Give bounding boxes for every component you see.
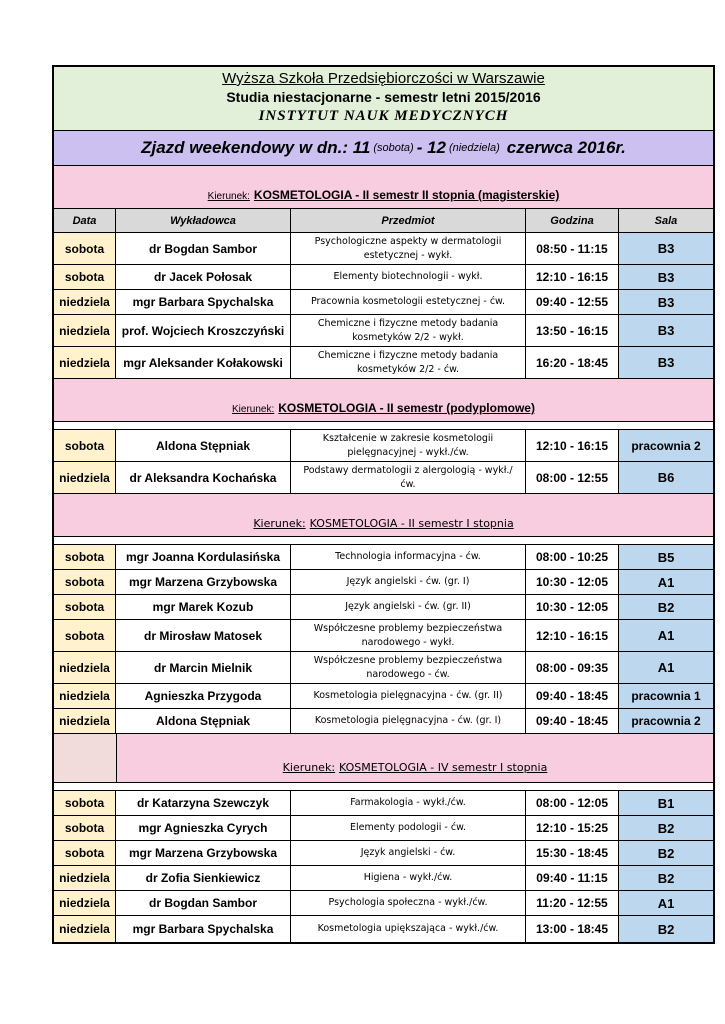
table-row: [54, 652, 713, 684]
col-room: Sala: [654, 214, 678, 227]
section-title: KOSMETOLOGIA - IV semestr I stopnia: [339, 761, 548, 774]
section-header-title: [117, 734, 713, 782]
room-cell: pracownia 1: [619, 684, 713, 708]
lecturer-cell: dr Zofia Sienkiewicz: [116, 866, 291, 890]
lecturer-cell: mgr Aleksander Kołakowski: [116, 347, 291, 378]
school-name: Wyższa Szkoła Przedsiębiorczości w Warszawie: [222, 70, 545, 87]
time-cell: 15:30 - 18:45: [526, 841, 619, 865]
section-header: [54, 166, 713, 209]
room-cell: B3: [619, 233, 713, 264]
day-cell: niedziela: [54, 916, 116, 942]
lecturer-cell: mgr Marzena Grzybowska: [116, 570, 291, 594]
zjazd-sobota: (sobota): [373, 142, 414, 154]
time-cell: 09:40 - 11:15: [526, 866, 619, 890]
studies-line: Studia niestacjonarne - semestr letni 2015/2016: [226, 89, 541, 105]
table-row: [54, 545, 713, 570]
time-cell: 11:20 - 12:55: [526, 891, 619, 915]
room-cell: pracownia 2: [619, 430, 713, 461]
time-cell: 13:50 - 16:15: [526, 315, 619, 346]
time-cell: 12:10 - 16:15: [526, 265, 619, 289]
col-lecturer: Wykładowca: [116, 209, 291, 232]
time-cell: 09:40 - 18:45: [526, 684, 619, 708]
zjazd-banner: [54, 131, 713, 166]
lecturer-cell: Aldona Stępniak: [116, 430, 291, 461]
table-row: [54, 315, 713, 347]
column-header-row: [54, 209, 713, 233]
col-time: Godzina: [526, 209, 619, 232]
lecturer-cell: dr Jacek Połosak: [116, 265, 291, 289]
subject-cell: Kształcenie w zakresie kosmetologii pielęgnacyjnej - wykł./ćw.: [291, 430, 526, 461]
day-cell: niedziela: [54, 866, 116, 890]
table-row: [54, 620, 713, 652]
time-cell: 08:00 - 12:05: [526, 791, 619, 815]
subject-cell: Higiena - wykł./ćw.: [291, 866, 526, 890]
day-cell: niedziela: [54, 891, 116, 915]
time-cell: 12:10 - 16:15: [526, 620, 619, 651]
section-prefix: Kierunek:: [282, 761, 336, 774]
room-cell: B3: [619, 315, 713, 346]
table-row: [54, 916, 713, 942]
time-cell: 12:10 - 16:15: [526, 430, 619, 461]
spacer-row: [54, 537, 713, 545]
lecturer-cell: dr Bogdan Sambor: [116, 891, 291, 915]
lecturer-cell: mgr Barbara Spychalska: [116, 916, 291, 942]
day-cell: niedziela: [54, 290, 116, 314]
subject-cell: Psychologiczne aspekty w dermatologii estetycznej - wykł.: [291, 233, 526, 264]
room-cell: B2: [619, 816, 713, 840]
day-cell: sobota: [54, 430, 116, 461]
time-cell: 08:50 - 11:15: [526, 233, 619, 264]
schedule-sheet: [52, 65, 715, 944]
time-cell: 09:40 - 12:55: [526, 290, 619, 314]
day-cell: niedziela: [54, 462, 116, 493]
zjazd-prefix: Zjazd weekendowy w dn.: 11: [141, 138, 371, 157]
lecturer-cell: Aldona Stępniak: [116, 709, 291, 733]
zjazd-niedziela: (niedziela): [449, 142, 500, 154]
room-cell: B1: [619, 791, 713, 815]
room-cell: B5: [619, 545, 713, 569]
subject-cell: Technologia informacyjna - ćw.: [291, 545, 526, 569]
subject-cell: Język angielski - ćw.: [291, 841, 526, 865]
table-row: [54, 265, 713, 290]
day-cell: sobota: [54, 595, 116, 619]
time-cell: 09:40 - 18:45: [526, 709, 619, 733]
time-cell: 08:00 - 10:25: [526, 545, 619, 569]
section-header: [54, 494, 713, 537]
day-cell: sobota: [54, 545, 116, 569]
subject-cell: Psychologia społeczna - wykł./ćw.: [291, 891, 526, 915]
table-row: [54, 233, 713, 265]
time-cell: 10:30 - 12:05: [526, 570, 619, 594]
subject-cell: Współczesne problemy bezpieczeństwa narodowego - ćw.: [291, 652, 526, 683]
table-row: [54, 841, 713, 866]
section-prefix: Kierunek:: [232, 404, 275, 415]
day-cell: sobota: [54, 791, 116, 815]
room-cell: B3: [619, 290, 713, 314]
table-row: [54, 891, 713, 916]
table-row: [54, 595, 713, 620]
table-row: [54, 791, 713, 816]
day-cell: niedziela: [54, 315, 116, 346]
sections-container: [54, 166, 713, 942]
time-cell: 16:20 - 18:45: [526, 347, 619, 378]
subject-cell: Chemiczne i fizyczne metody badania kosmetyków 2/2 - wykł.: [291, 315, 526, 346]
room-cell: B3: [619, 347, 713, 378]
room-cell: B2: [619, 916, 713, 942]
subject-cell: Kosmetologia pielęgnacyjna - ćw. (gr. I): [291, 709, 526, 733]
table-row: [54, 816, 713, 841]
section-prefix: Kierunek:: [207, 191, 250, 202]
room-cell: A1: [619, 652, 713, 683]
subject-cell: Kosmetologia upiększająca - wykł./ćw.: [291, 916, 526, 942]
subject-cell: Podstawy dermatologii z alergologią - wykł./ćw.: [291, 462, 526, 493]
room-cell: B2: [619, 866, 713, 890]
lecturer-cell: mgr Barbara Spychalska: [116, 290, 291, 314]
lecturer-cell: mgr Joanna Kordulasińska: [116, 545, 291, 569]
subject-cell: Elementy biotechnologii - wykł.: [291, 265, 526, 289]
table-row: [54, 430, 713, 462]
lecturer-cell: dr Bogdan Sambor: [116, 233, 291, 264]
section-header-spacer: [54, 734, 117, 782]
table-row: [54, 570, 713, 595]
lecturer-cell: dr Marcin Mielnik: [116, 652, 291, 683]
institute-name: INSTYTUT NAUK MEDYCZNYCH: [258, 108, 509, 124]
lecturer-cell: dr Aleksandra Kochańska: [116, 462, 291, 493]
section-prefix: Kierunek:: [253, 517, 306, 530]
section-title: KOSMETOLOGIA - II semestr (podyplomowe): [278, 401, 535, 415]
table-row: [54, 290, 713, 315]
day-cell: niedziela: [54, 709, 116, 733]
section-title: KOSMETOLOGIA - II semestr II stopnia (magisterskie): [253, 188, 560, 202]
lecturer-cell: dr Katarzyna Szewczyk: [116, 791, 291, 815]
col-day: Data: [54, 209, 116, 232]
spacer-row: [54, 783, 713, 791]
table-row: [54, 866, 713, 891]
subject-cell: Farmakologia - wykł./ćw.: [291, 791, 526, 815]
lecturer-cell: mgr Marek Kozub: [116, 595, 291, 619]
day-cell: niedziela: [54, 347, 116, 378]
time-cell: 13:00 - 18:45: [526, 916, 619, 942]
lecturer-cell: mgr Agnieszka Cyrych: [116, 816, 291, 840]
lecturer-cell: dr Mirosław Matosek: [116, 620, 291, 651]
time-cell: 08:00 - 09:35: [526, 652, 619, 683]
zjazd-mid: - 12: [416, 138, 447, 157]
table-row: [54, 709, 713, 734]
subject-cell: Pracownia kosmetologii estetycznej - ćw.: [291, 290, 526, 314]
subject-cell: Elementy podologii - ćw.: [291, 816, 526, 840]
table-row: [54, 347, 713, 379]
section-header: [54, 734, 713, 783]
zjazd-suffix: czerwca 2016r.: [506, 138, 626, 157]
time-cell: 08:00 - 12:55: [526, 462, 619, 493]
section-title: KOSMETOLOGIA - II semestr I stopnia: [309, 517, 514, 530]
day-cell: sobota: [54, 816, 116, 840]
day-cell: sobota: [54, 620, 116, 651]
lecturer-cell: mgr Marzena Grzybowska: [116, 841, 291, 865]
subject-cell: Język angielski - ćw. (gr. II): [291, 595, 526, 619]
room-cell: B6: [619, 462, 713, 493]
day-cell: sobota: [54, 265, 116, 289]
day-cell: sobota: [54, 233, 116, 264]
room-cell: A1: [619, 891, 713, 915]
table-row: [54, 684, 713, 709]
room-cell: B3: [619, 265, 713, 289]
header-block: [54, 67, 713, 131]
room-cell: B2: [619, 595, 713, 619]
spacer-row: [54, 422, 713, 430]
subject-cell: Kosmetologia pielęgnacyjna - ćw. (gr. II): [291, 684, 526, 708]
day-cell: niedziela: [54, 684, 116, 708]
subject-cell: Chemiczne i fizyczne metody badania kosmetyków 2/2 - ćw.: [291, 347, 526, 378]
lecturer-cell: Agnieszka Przygoda: [116, 684, 291, 708]
lecturer-cell: prof. Wojciech Kroszczyński: [116, 315, 291, 346]
time-cell: 12:10 - 15:25: [526, 816, 619, 840]
time-cell: 10:30 - 12:05: [526, 595, 619, 619]
room-cell: A1: [619, 570, 713, 594]
section-header: [54, 379, 713, 422]
day-cell: niedziela: [54, 652, 116, 683]
day-cell: sobota: [54, 570, 116, 594]
room-cell: A1: [619, 620, 713, 651]
day-cell: sobota: [54, 841, 116, 865]
subject-cell: Współczesne problemy bezpieczeństwa narodowego - wykł.: [291, 620, 526, 651]
room-cell: pracownia 2: [619, 709, 713, 733]
subject-cell: Język angielski - ćw. (gr. I): [291, 570, 526, 594]
room-cell: B2: [619, 841, 713, 865]
table-row: [54, 462, 713, 494]
col-subject: Przedmiot: [291, 209, 526, 232]
